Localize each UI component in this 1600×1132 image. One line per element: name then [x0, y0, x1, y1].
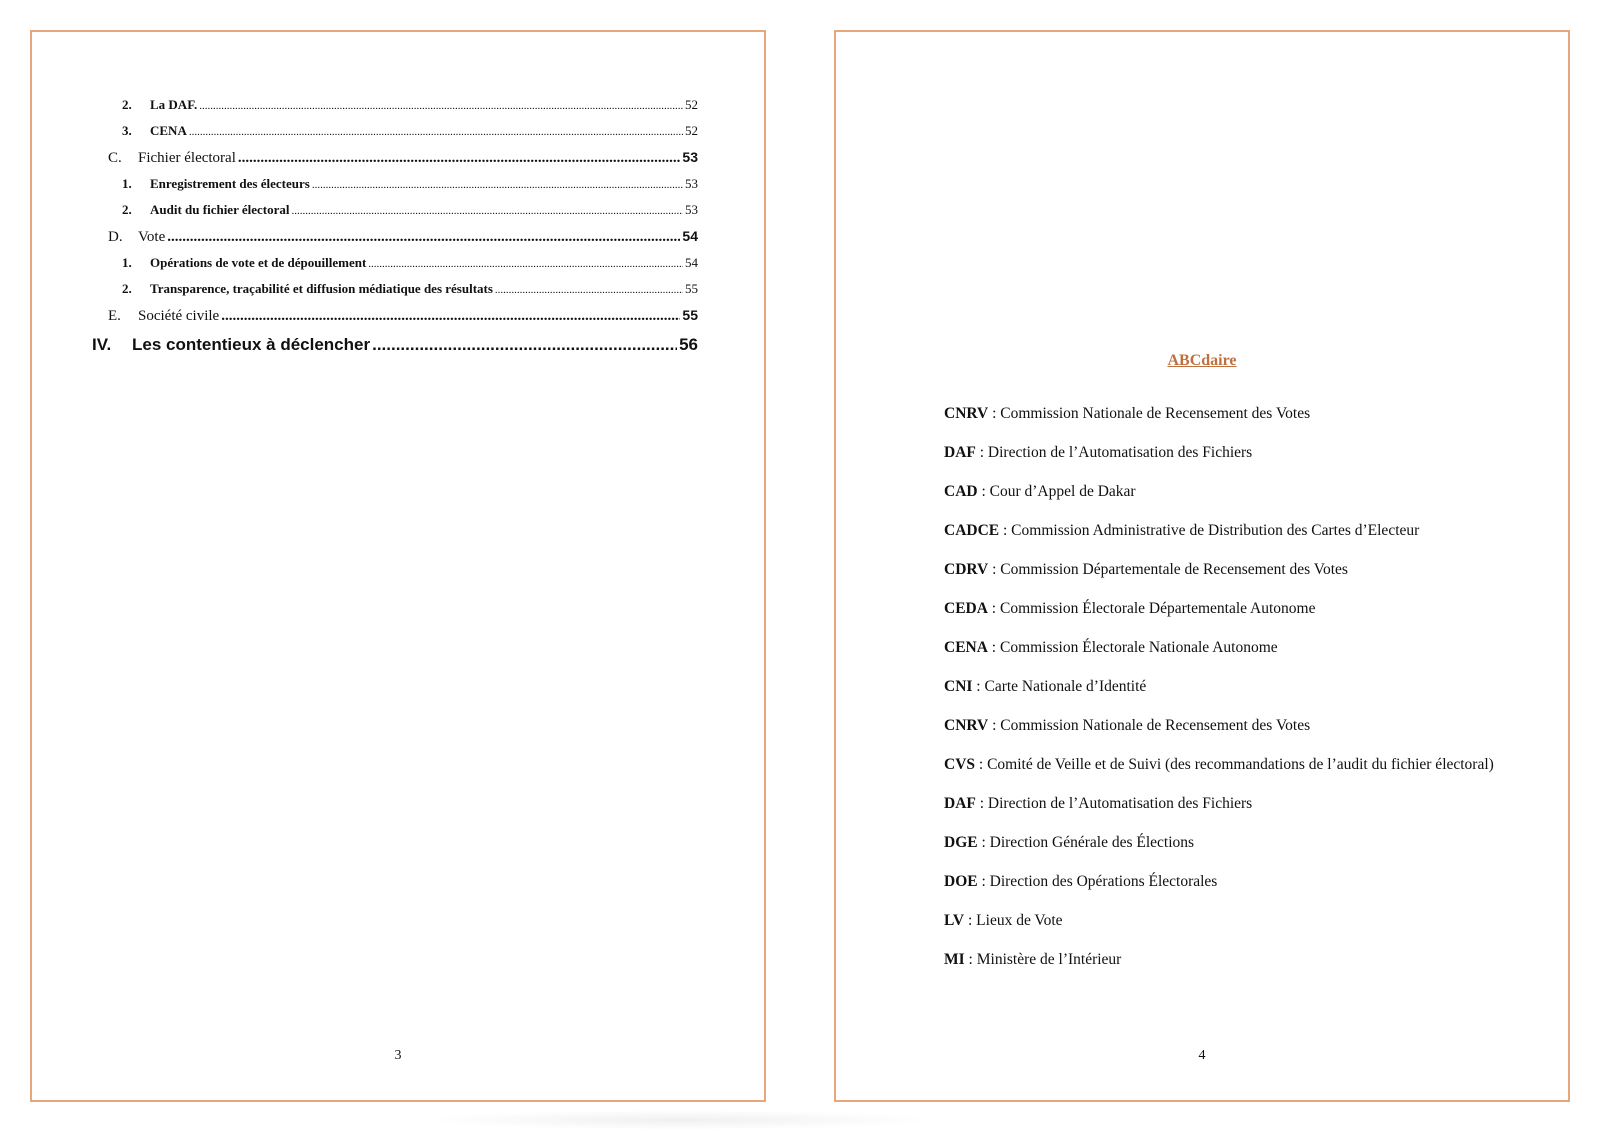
abbreviation-entry: [896, 400, 1496, 428]
toc-page: 53: [685, 202, 698, 217]
toc-entry[interactable]: [92, 276, 698, 302]
toc-title: Audit du fichier électoral: [150, 202, 290, 217]
abbreviation-entry: [896, 829, 1496, 857]
abbreviation-definition: : Direction Générale des Élections: [977, 834, 1195, 851]
toc-page: 53: [685, 176, 698, 191]
abbreviation: CEDA: [944, 600, 988, 617]
toc-leader: [292, 198, 684, 223]
abbreviation-entry: [896, 634, 1496, 662]
abbreviation-entry: [896, 868, 1496, 896]
abbreviation: LV: [944, 912, 965, 929]
abbreviation: CENA: [944, 639, 988, 656]
toc-title: La DAF.: [150, 97, 198, 112]
toc-title: Transparence, traçabilité et diffusion médiatique des résultats: [150, 281, 493, 296]
abbreviation-definition: : Commission Électorale Départementale Autonome: [987, 600, 1316, 617]
abbreviation-entry: [896, 946, 1496, 974]
toc-leader: [312, 172, 683, 197]
abbreviation-entry: [896, 712, 1496, 740]
toc-leader: [199, 93, 683, 118]
toc-page: 52: [685, 97, 698, 112]
toc-page: 54: [685, 255, 698, 270]
toc-number: C.: [108, 150, 122, 166]
abbreviation: CVS: [944, 756, 976, 773]
section-title: ABCdaire: [1167, 352, 1237, 369]
toc-title: Fichier électoral: [138, 150, 236, 166]
abbreviation-definition: : Ministère de l’Intérieur: [964, 951, 1122, 968]
toc-number: 1.: [122, 176, 132, 191]
abbreviation-entry: [896, 556, 1496, 584]
document-page-3: [30, 30, 766, 1102]
toc-number: 2.: [122, 281, 132, 296]
abbreviation-entry: [896, 439, 1496, 467]
abbreviation-entry: [896, 517, 1496, 545]
page-shadow: [420, 1110, 940, 1130]
abbreviation: DAF: [944, 795, 976, 812]
toc-entry[interactable]: [92, 171, 698, 197]
toc-title: Enregistrement des électeurs: [150, 176, 310, 191]
abbreviation-entry: [896, 595, 1496, 623]
page-number: 4: [1198, 1048, 1206, 1063]
toc-entry[interactable]: [92, 118, 698, 144]
toc-title: Les contentieux à déclencher: [132, 335, 371, 354]
abbreviation-definition: : Commission Nationale de Recensement des Votes: [988, 717, 1311, 734]
toc-leader: [238, 145, 681, 171]
abbreviation-definition: : Commission Nationale de Recensement des Votes: [988, 405, 1311, 422]
toc-page: 54: [682, 228, 698, 244]
abbreviation-definition: : Commission Administrative de Distribution des Cartes d’Electeur: [999, 522, 1420, 539]
abbreviation-definition: : Cour d’Appel de Dakar: [977, 483, 1136, 500]
abbreviation-entry: [896, 478, 1496, 506]
toc-leader: [221, 303, 680, 329]
abbreviation-entry: [896, 673, 1496, 701]
table-of-contents: [92, 92, 698, 361]
toc-page: 55: [685, 281, 698, 296]
toc-number: 3.: [122, 123, 132, 138]
toc-number: E.: [108, 308, 121, 324]
toc-leader: [372, 329, 677, 361]
abbreviation: CNRV: [944, 405, 989, 422]
toc-number: 2.: [122, 97, 132, 112]
abbreviation-definition: : Commission Électorale Nationale Autonome: [987, 639, 1278, 656]
toc-leader: [167, 224, 680, 250]
toc-entry[interactable]: [92, 302, 698, 329]
abbreviation-list: [896, 400, 1496, 985]
toc-entry[interactable]: [92, 197, 698, 223]
toc-leader: [495, 277, 683, 302]
document-page-4: [834, 30, 1570, 1102]
toc-number: 1.: [122, 255, 132, 270]
toc-leader: [368, 251, 683, 276]
abbreviation: CADCE: [944, 522, 1000, 539]
page-number: 3: [394, 1048, 402, 1063]
abbreviation: DGE: [944, 834, 978, 851]
toc-title: CENA: [150, 123, 187, 138]
abbreviation-definition: : Comité de Veille et de Suivi (des recommandations de l’audit du fichier électoral): [975, 756, 1494, 773]
toc-entry[interactable]: [92, 144, 698, 171]
abbreviation: CDRV: [944, 561, 989, 578]
abbreviation-entry: [896, 751, 1496, 779]
toc-leader: [189, 119, 683, 144]
toc-title: Société civile: [138, 308, 220, 324]
abbreviation-definition: : Lieux de Vote: [964, 912, 1063, 929]
abbreviation-definition: : Direction de l’Automatisation des Fichiers: [975, 795, 1253, 812]
abbreviation-definition: : Carte Nationale d’Identité: [972, 678, 1147, 695]
abbreviation: CAD: [944, 483, 978, 500]
abbreviation: CNI: [944, 678, 973, 695]
toc-entry[interactable]: [92, 223, 698, 250]
toc-entry[interactable]: [92, 329, 698, 361]
toc-title: Vote: [138, 229, 166, 245]
abbreviation-entry: [896, 907, 1496, 935]
abbreviation: CNRV: [944, 717, 989, 734]
toc-page: 52: [685, 123, 698, 138]
toc-number: 2.: [122, 202, 132, 217]
toc-entry[interactable]: [92, 250, 698, 276]
toc-title: Opérations de vote et de dépouillement: [150, 255, 367, 270]
toc-page: 56: [679, 335, 698, 354]
abbreviation: DOE: [944, 873, 978, 890]
toc-number: IV.: [92, 335, 112, 354]
abbreviation-definition: : Direction des Opérations Électorales: [977, 873, 1218, 890]
toc-number: D.: [108, 229, 123, 245]
abbreviation-definition: : Direction de l’Automatisation des Fichiers: [975, 444, 1253, 461]
abbreviation: MI: [944, 951, 965, 968]
abbreviation-entry: [896, 790, 1496, 818]
toc-entry[interactable]: [92, 92, 698, 118]
toc-page: 55: [682, 307, 698, 323]
abbreviation: DAF: [944, 444, 976, 461]
toc-page: 53: [682, 149, 698, 165]
abbreviation-definition: : Commission Départementale de Recensement des Votes: [988, 561, 1348, 578]
